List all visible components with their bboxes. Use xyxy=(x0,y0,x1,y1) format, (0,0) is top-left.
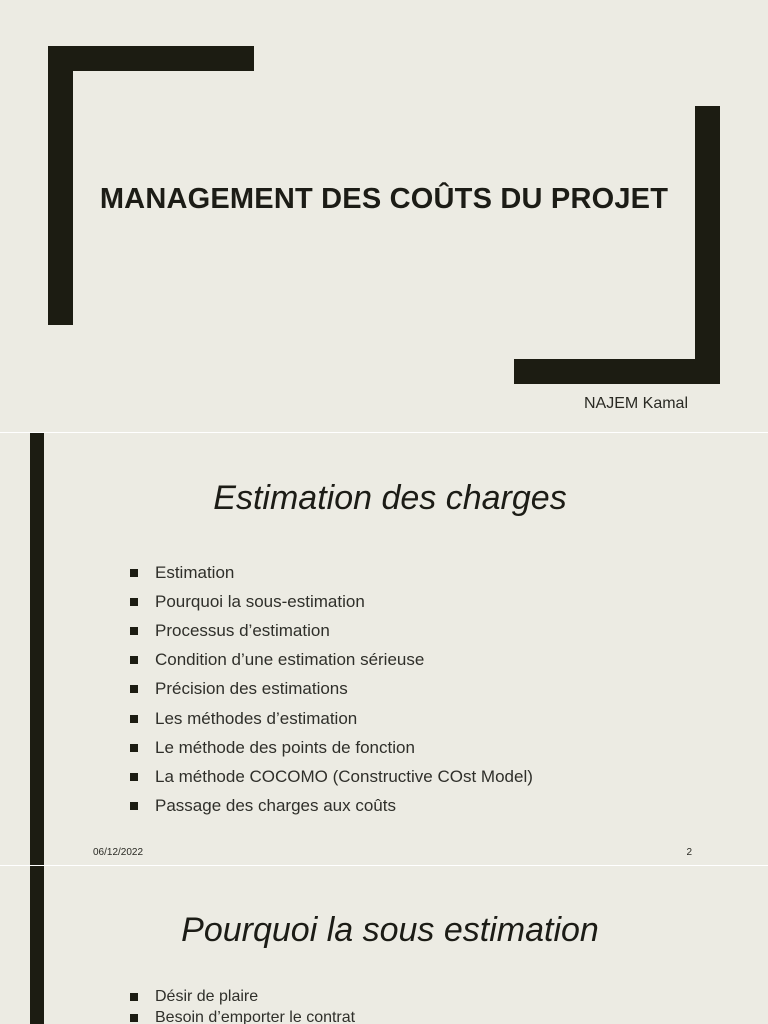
square-bullet-icon xyxy=(130,685,138,693)
square-bullet-icon xyxy=(130,627,138,635)
page-number: 2 xyxy=(686,847,692,858)
list-item-text: Le méthode des points de fonction xyxy=(155,737,415,757)
square-bullet-icon xyxy=(130,773,138,781)
frame-top-left-horizontal xyxy=(48,46,254,71)
list-item xyxy=(130,616,533,645)
list-item-text: Estimation xyxy=(155,562,235,582)
square-bullet-icon xyxy=(130,993,138,1001)
bullet-list xyxy=(130,986,355,1024)
list-item xyxy=(130,986,355,1007)
list-item-text: Précision des estimations xyxy=(155,679,348,699)
square-bullet-icon xyxy=(130,569,138,577)
list-item-text: Passage des charges aux coûts xyxy=(155,796,396,816)
square-bullet-icon xyxy=(130,598,138,606)
list-item xyxy=(130,1007,355,1024)
presentation-title: MANAGEMENT DES COÛTS DU PROJET xyxy=(99,183,669,215)
agenda-slide xyxy=(0,433,768,865)
frame-bottom-right-vertical xyxy=(695,106,720,384)
list-item xyxy=(130,704,533,733)
frame-bottom-right-horizontal xyxy=(514,359,720,384)
slide-title: Estimation des charges xyxy=(213,479,567,517)
footer-date: 06/12/2022 xyxy=(93,847,144,858)
square-bullet-icon xyxy=(130,715,138,723)
list-item-text: Désir de plaire xyxy=(155,987,259,1005)
square-bullet-icon xyxy=(130,802,138,810)
left-accent-bar xyxy=(30,433,44,865)
list-item-text: Pourquoi la sous-estimation xyxy=(155,591,365,611)
list-item xyxy=(130,558,533,587)
author-name: NAJEM Kamal xyxy=(583,395,688,412)
bullet-list xyxy=(130,558,533,821)
list-item xyxy=(130,762,533,791)
list-item xyxy=(130,646,533,675)
square-bullet-icon xyxy=(130,1014,138,1022)
content-slide xyxy=(0,866,768,1024)
list-item xyxy=(130,587,533,616)
title-slide xyxy=(0,0,768,432)
square-bullet-icon xyxy=(130,744,138,752)
list-item-text: La méthode COCOMO (Constructive COst Model) xyxy=(155,766,533,786)
list-item xyxy=(130,792,533,821)
list-item xyxy=(130,733,533,762)
slide-title: Pourquoi la sous estimation xyxy=(181,911,599,949)
list-item-text: Besoin d’emporter le contrat xyxy=(155,1008,356,1024)
list-item-text: Condition d’une estimation sérieuse xyxy=(155,650,425,670)
list-item-text: Les méthodes d’estimation xyxy=(155,708,358,728)
square-bullet-icon xyxy=(130,656,138,664)
list-item xyxy=(130,675,533,704)
list-item-text: Processus d’estimation xyxy=(155,620,330,640)
left-accent-bar xyxy=(30,866,44,1024)
